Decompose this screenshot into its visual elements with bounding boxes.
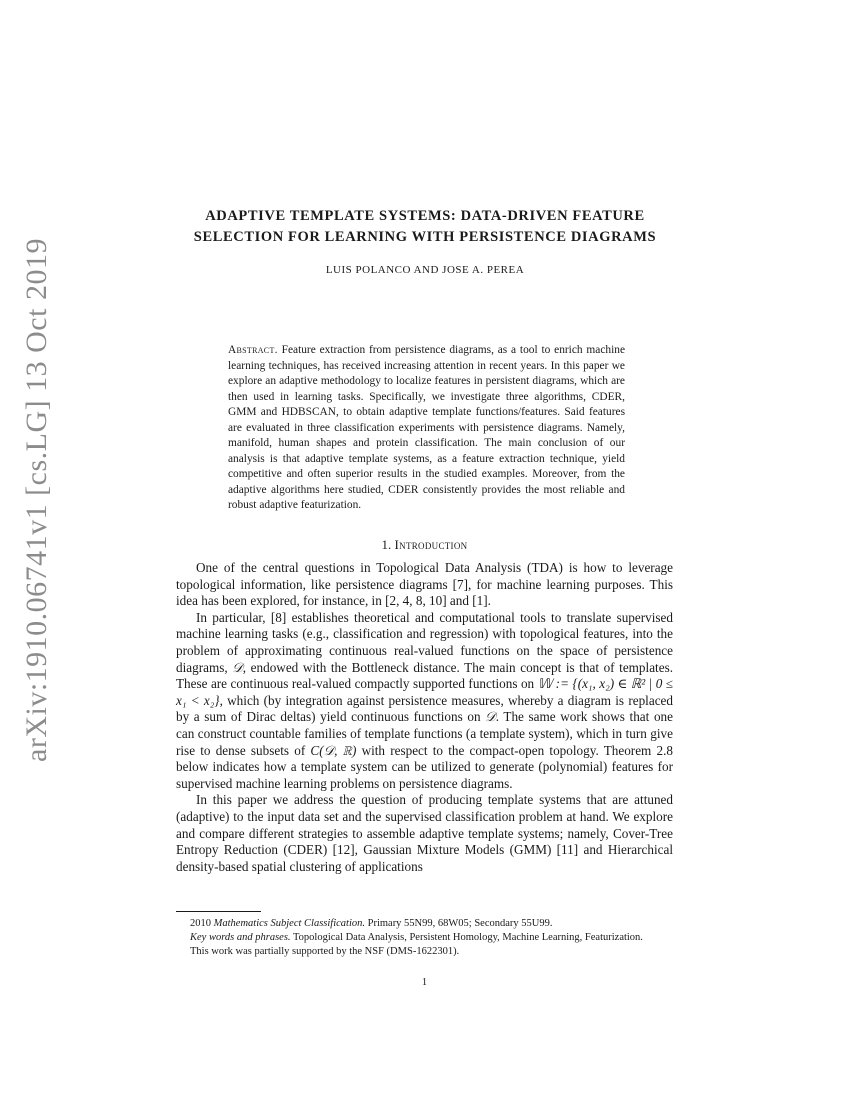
abstract-text: Feature extraction from persistence diagrams, as a tool to enrich machine learning techniques, has received increasing attention in recent years. In this paper we explore an adaptive methodology to localize features in persistent diagrams, which are then used in learning tasks. Specifically, we investigate three algorithms, CDER, GMM and HDBSCAN, to obtain adaptive template functions/features. Said features are evaluated in three classification experiments with persistence diagrams. Namely, manifold, human shapes and protein classification. The main conclusion of our analysis is that adaptive template systems, as a feature extraction technique, yield competitive and often superior results in the studied examples. Moreover, from the adaptive algorithms here studied, CDER consistently provides the most reliable and robust adaptive featurization. [228,344,625,511]
paper-title-line-1: ADAPTIVE TEMPLATE SYSTEMS: DATA-DRIVEN FEATURE [205,208,645,224]
footnote-keywords [176,931,673,945]
paper-authors: LUIS POLANCO AND JOSE A. PEREA [325,264,525,276]
paragraph-2-part-e: . The same work shows that one can construct countable families of template functions (a template system), which in turn give rise to dense subsets of [176,709,673,758]
paragraph-3: In this paper we address the question of producing template systems that are attuned (adaptive) to the input data set and the supervised classification problem at hand. We explore and compare different strategies to assemble adaptive template systems; namely, Cover-Tree Entropy Reduction (CDER) [12], Gaussian Mixture Models (GMM) [11] and Hierarchical density-based spatial clustering of applications [176,792,673,874]
footnote-divider [176,911,261,912]
section-number: 1. [381,537,392,552]
footnotes [176,917,673,959]
abstract-block [228,343,625,514]
footnote-keywords-label: Key words and phrases. [190,932,291,943]
function-space-symbol: C(𝒟, ℝ) [310,742,357,758]
footnote-keywords-text: Topological Data Analysis, Persistent Homology, Machine Learning, Featurization. [292,932,643,943]
section-heading-introduction [176,537,673,553]
diagram-space-symbol: 𝒟 [232,659,243,675]
footnote-msc-year: 2010 [190,918,211,929]
paragraph-2-part-a: In particular, [8] establishes theoretical and computational tools to translate supervised machine learning tasks (e.g., classification and regression) with topological features, into the problem of approximating continuous real-valued functions on the space of persistence diagrams, [176,609,673,675]
page-number: 1 [421,977,428,988]
footnote-funding: This work was partially supported by the NSF (DMS-1622301). [190,946,460,957]
arxiv-identifier: arXiv:1910.06741v1 [cs.LG] 13 Oct 2019 [20,238,53,762]
paper-title-line-2: SELECTION FOR LEARNING WITH PERSISTENCE DIAGRAMS [193,229,657,245]
footnote-msc-text: Primary 55N99, 68W05; Secondary 55U99. [367,918,553,929]
introduction-body [176,560,673,875]
abstract-label: Abstract. [228,344,278,356]
paragraph-1: One of the central questions in Topological Data Analysis (TDA) is how to leverage topological information, like persistence diagrams [7], for machine learning purposes. This idea has been explored, for instance, in [2, 4, 8, 10] and [1]. [176,560,673,609]
footnote-msc [176,917,673,931]
paragraph-2 [176,610,673,793]
paper-title [150,206,700,248]
paragraph-2-part-c: , which (by integration against persistence measures, whereby a diagram is replaced by a sum of Dirac deltas) yield continuous functions on [176,692,673,725]
section-title: Introduction [394,537,468,552]
footnote-msc-label: Mathematics Subject Classification. [213,918,365,929]
diagram-space-symbol-2: 𝒟 [485,709,496,725]
wedge-definition: 𝕎 := {(x₁, x₂) ∈ ℝ² | 0 ≤ x₁ < x₂} [176,676,673,708]
arxiv-sidebar [0,0,60,1100]
paragraph-2-part-b: , endowed with the Bottleneck distance. The main concept is that of templates. These are continuous real-valued compactly supported functions on [176,659,673,692]
paragraph-2-part-f: with respect to the compact-open topology. Theorem 2.8 below indicates how a template system can be utilized to generate (polynomial) features for supervised machine learning problems on persistence diagrams. [176,742,673,791]
